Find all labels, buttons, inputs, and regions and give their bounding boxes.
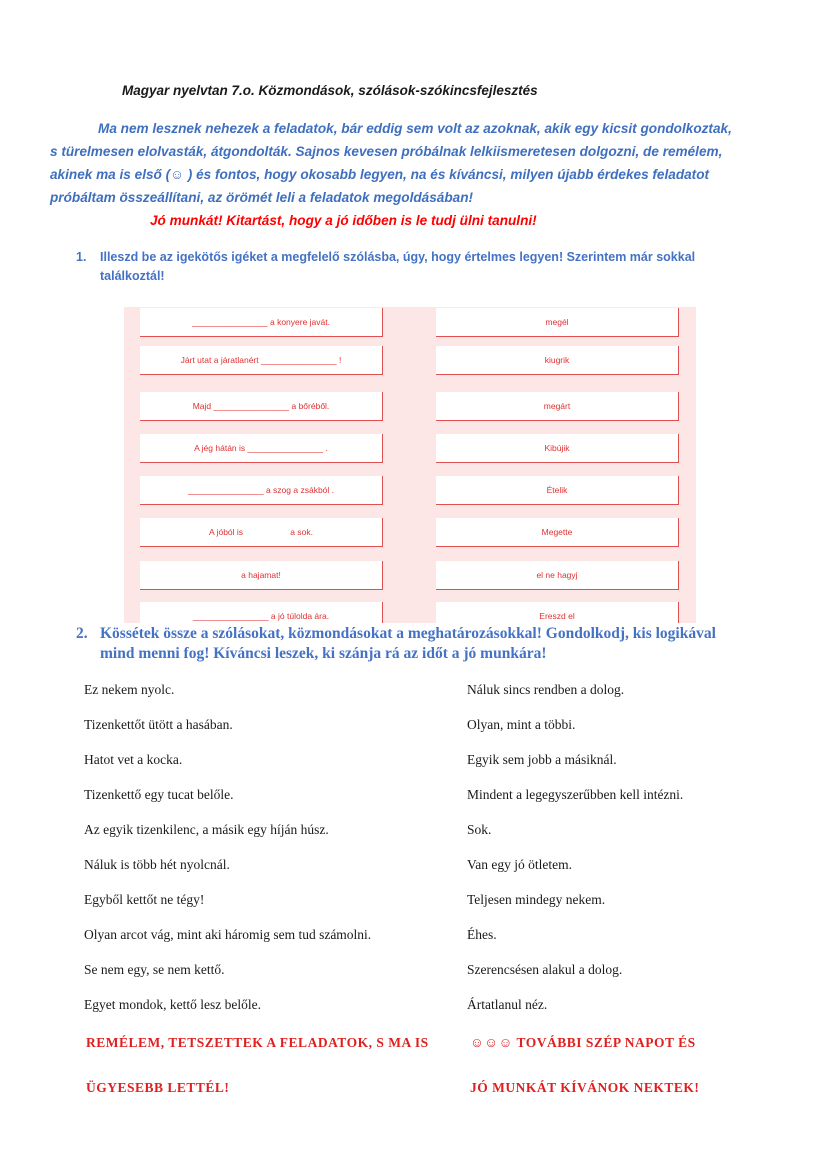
exercise-left-card[interactable]: ________________ a jó túlolda ára. xyxy=(140,602,383,623)
exercise-right-card[interactable]: megárt xyxy=(436,392,679,421)
meaning-item[interactable]: Éhes. xyxy=(467,927,497,942)
exercise-right-card[interactable]: el ne hagyj xyxy=(436,561,679,590)
saying-item[interactable]: Egyet mondok, kettő lesz belőle. xyxy=(84,997,261,1012)
task-1-number: 1. xyxy=(76,250,87,264)
good-luck-message: Jó munkát! Kitartást, hogy a jó időben is le tudj ülni tanulni! xyxy=(150,213,537,228)
page-title: Magyar nyelvtan 7.o. Közmondások, szólások-szókincsfejlesztés xyxy=(122,83,538,98)
meaning-item[interactable]: Olyan, mint a többi. xyxy=(467,717,576,732)
exercise-left-card[interactable]: ________________ a konyere javát. xyxy=(140,308,383,337)
saying-item[interactable]: Tizenkettő egy tucat belőle. xyxy=(84,787,234,802)
meaning-item[interactable]: Szerencsésen alakul a dolog. xyxy=(467,962,623,977)
exercise-left-card[interactable]: A jóból is a sok. xyxy=(140,518,383,547)
exercise-left-card[interactable]: Járt utat a járatlanért ________________ ! xyxy=(140,346,383,375)
meaning-item[interactable]: Sok. xyxy=(467,822,492,837)
closing-left-line-1: REMÉLEM, TETSZETTEK A FELADATOK, S MA IS xyxy=(86,1035,429,1050)
task-2-number: 2. xyxy=(76,625,88,642)
closing-left-line-2: ÜGYESEBB LETTÉL! xyxy=(86,1080,230,1095)
meaning-item[interactable]: Egyik sem jobb a másiknál. xyxy=(467,752,617,767)
closing-right-line-1: ☺☺☺ TOVÁBBI SZÉP NAPOT ÉS xyxy=(470,1035,696,1050)
task-2-instruction xyxy=(76,624,796,664)
saying-item[interactable]: Olyan arcot vág, mint aki háromig sem tud számolni. xyxy=(84,927,372,942)
exercise-right-card[interactable]: kiugrik xyxy=(436,346,679,375)
meaning-item[interactable]: Teljesen mindegy nekem. xyxy=(467,892,606,907)
fill-in-exercise-image xyxy=(124,307,696,623)
intro-line-3: akinek ma is első (☺ ) és fontos, hogy okosabb legyen, na és kíváncsi, milyen újabb érdekes feladatot xyxy=(50,167,710,182)
exercise-right-card[interactable]: Megette xyxy=(436,518,679,547)
task-2-line-1: Kössétek össze a szólásokat, közmondásokat a meghatározásokkal! Gondolkodj, kis logikával xyxy=(100,625,716,642)
saying-item[interactable]: Hatot vet a kocka. xyxy=(84,752,183,767)
exercise-right-card[interactable]: megél xyxy=(436,308,679,337)
exercise-right-card[interactable]: Kibújik xyxy=(436,434,679,463)
meaning-item[interactable]: Van egy jó ötletem. xyxy=(467,857,572,872)
exercise-left-card[interactable]: ________________ a szog a zsákból . xyxy=(140,476,383,505)
task-2-line-2: mind menni fog! Kíváncsi leszek, ki szánja rá az időt a jó munkára! xyxy=(100,645,547,662)
meaning-item[interactable]: Ártatlanul néz. xyxy=(467,997,548,1012)
meaning-item[interactable]: Náluk sincs rendben a dolog. xyxy=(467,682,625,697)
meaning-item[interactable]: Mindent a legegyszerűbben kell intézni. xyxy=(467,787,684,802)
saying-item[interactable]: Az egyik tizenkilenc, a másik egy híján húsz. xyxy=(84,822,329,837)
task-1-line-2: találkoztál! xyxy=(100,269,165,283)
task-1-line-1: Illeszd be az igekötős igéket a megfelelő szólásba, úgy, hogy értelmes legyen! Szerintem már sokkal xyxy=(100,250,696,264)
intro-line-1: Ma nem lesznek nehezek a feladatok, bár eddig sem volt az azoknak, akik egy kicsit gondolkoztak, xyxy=(98,121,732,136)
intro-line-2: s türelmesen elolvasták, átgondolták. Sajnos kevesen próbálnak lelkiismeretesen dolgozni, de remélem, xyxy=(50,144,723,159)
task-1-instruction xyxy=(76,248,776,286)
exercise-left-card[interactable]: a hajamat! xyxy=(140,561,383,590)
intro-paragraph xyxy=(50,117,778,209)
saying-item[interactable]: Se nem egy, se nem kettő. xyxy=(84,962,225,977)
intro-line-4: próbáltam összeállítani, az örömét leli a feladatok megoldásában! xyxy=(50,190,474,205)
exercise-right-card[interactable]: Ereszd el xyxy=(436,602,679,623)
saying-item[interactable]: Náluk is több hét nyolcnál. xyxy=(84,857,230,872)
exercise-right-card[interactable]: Ételik xyxy=(436,476,679,505)
saying-item[interactable]: Tizenkettőt ütött a hasában. xyxy=(84,717,233,732)
closing-right-line-2: JÓ MUNKÁT KÍVÁNOK NEKTEK! xyxy=(470,1080,700,1095)
saying-item[interactable]: Ez nekem nyolc. xyxy=(84,682,175,697)
exercise-left-card[interactable]: Majd ________________ a bőréből. xyxy=(140,392,383,421)
saying-item[interactable]: Egyből kettőt ne tégy! xyxy=(84,892,205,907)
exercise-left-card[interactable]: A jég hátán is ________________ . xyxy=(140,434,383,463)
